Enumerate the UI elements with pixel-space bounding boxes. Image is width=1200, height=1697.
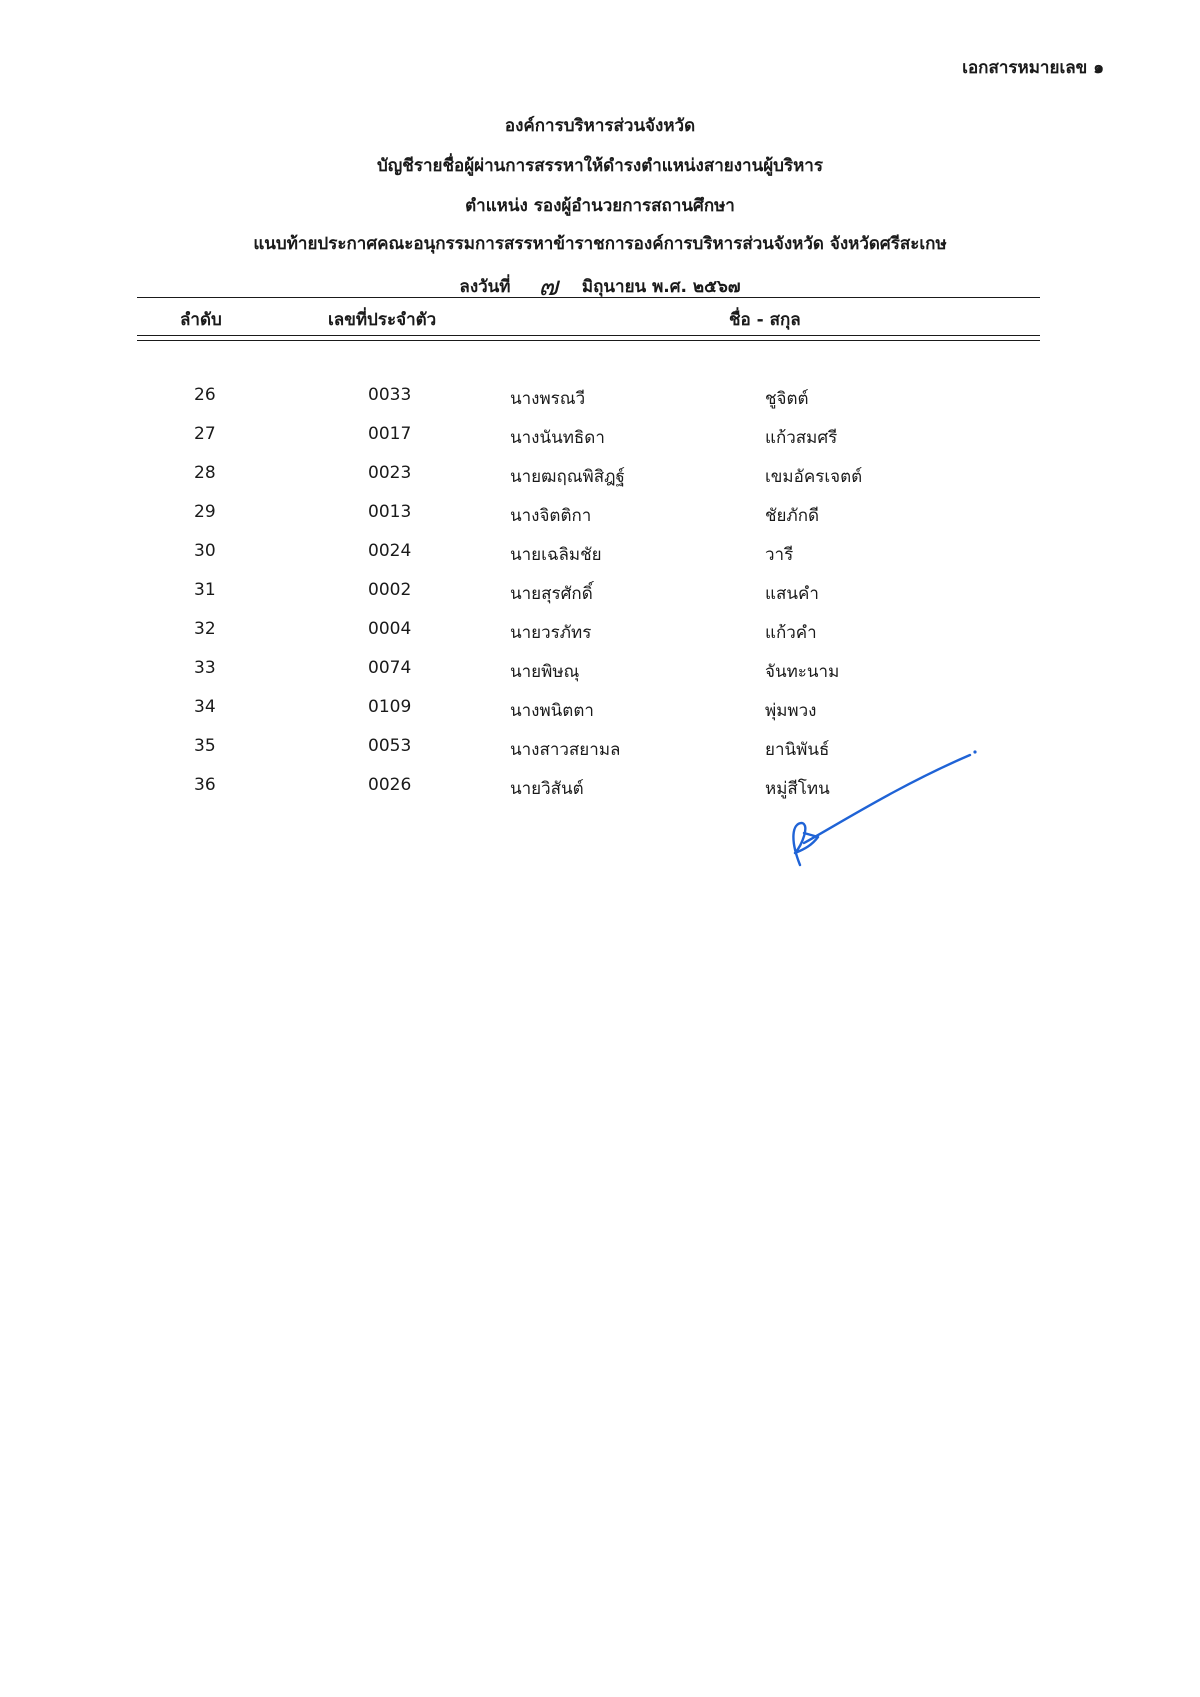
table-row <box>0 658 1200 697</box>
table-row <box>0 385 1200 424</box>
row-seq: 34 <box>194 697 216 717</box>
table-row <box>0 619 1200 658</box>
row-id: 0024 <box>368 541 412 561</box>
row-last-name: จันทะนาม <box>765 662 840 682</box>
date-rest: มิถุนายน พ.ศ. ๒๕๖๗ <box>581 277 741 297</box>
header-id: เลขที่ประจำตัว <box>328 310 437 330</box>
row-seq: 27 <box>194 424 216 444</box>
row-last-name: แก้วคำ <box>765 623 817 643</box>
row-first-name: นายฒฤณพิสิฎฐ์ <box>510 467 625 487</box>
row-id: 0023 <box>368 463 412 483</box>
row-seq: 30 <box>194 541 216 561</box>
row-first-name: นายพิษณุ <box>510 662 580 682</box>
org-heading: องค์การบริหารส่วนจังหวัด <box>504 116 696 136</box>
row-first-name: นางพรณวี <box>510 389 586 409</box>
date-prefix: ลงวันที่ <box>459 277 511 297</box>
date-day: ๗ <box>538 272 558 302</box>
table-top-rule <box>137 297 1040 298</box>
header-seq: ลำดับ <box>180 310 222 330</box>
row-id: 0002 <box>368 580 412 600</box>
date-line <box>0 266 1200 307</box>
row-last-name: แสนคำ <box>765 584 819 604</box>
row-first-name: นายสุรศักดิ์ <box>510 584 593 604</box>
row-last-name: เขมอัครเจตต์ <box>765 467 863 487</box>
document-number: เอกสารหมายเลข ๑ <box>962 58 1104 78</box>
row-last-name: วารี <box>765 545 794 565</box>
row-first-name: นายเฉลิมชัย <box>510 545 602 565</box>
header-name: ชื่อ - สกุล <box>729 310 801 330</box>
row-id: 0017 <box>368 424 412 444</box>
signature-stroke <box>793 755 970 865</box>
row-seq: 29 <box>194 502 216 522</box>
position-heading: ตำแหน่ง รองผู้อำนวยการสถานศึกษา <box>465 196 735 216</box>
row-first-name: นางจิตติกา <box>510 506 592 526</box>
row-last-name: ชัยภักดี <box>765 506 820 526</box>
row-first-name: นายวิสันต์ <box>510 779 584 799</box>
row-id: 0004 <box>368 619 412 639</box>
row-seq: 28 <box>194 463 216 483</box>
row-seq: 36 <box>194 775 216 795</box>
row-seq: 32 <box>194 619 216 639</box>
row-last-name: ชูจิตต์ <box>765 389 809 409</box>
row-id: 0013 <box>368 502 412 522</box>
list-title: บัญชีรายชื่อผู้ผ่านการสรรหาให้ดำรงตำแหน่งสายงานผู้บริหาร <box>377 156 823 176</box>
row-id: 0074 <box>368 658 412 678</box>
table-row <box>0 736 1200 775</box>
row-seq: 31 <box>194 580 216 600</box>
row-first-name: นายวรภัทร <box>510 623 592 643</box>
row-last-name: พุ่มพวง <box>765 701 817 721</box>
table-row <box>0 463 1200 502</box>
signature-mark <box>780 745 980 875</box>
table-header-rule <box>137 335 1040 336</box>
table-row <box>0 580 1200 619</box>
row-id: 0053 <box>368 736 412 756</box>
signature-dot <box>973 750 976 753</box>
row-id: 0033 <box>368 385 412 405</box>
annex-heading: แนบท้ายประกาศคณะอนุกรรมการสรรหาข้าราชการองค์การบริหารส่วนจังหวัด จังหวัดศรีสะเกษ <box>253 234 947 254</box>
row-seq: 33 <box>194 658 216 678</box>
row-id: 0109 <box>368 697 412 717</box>
row-first-name: นางพนิตตา <box>510 701 594 721</box>
table-body <box>0 385 1200 814</box>
table-row <box>0 424 1200 463</box>
row-seq: 26 <box>194 385 216 405</box>
table-header-rule-double <box>137 340 1040 341</box>
table-row <box>0 775 1200 814</box>
row-first-name: นางนันทธิดา <box>510 428 605 448</box>
row-last-name: แก้วสมศรี <box>765 428 838 448</box>
row-last-name: ยานิพันธ์ <box>765 740 830 760</box>
row-seq: 35 <box>194 736 216 756</box>
table-row <box>0 541 1200 580</box>
table-row <box>0 697 1200 736</box>
table-row <box>0 502 1200 541</box>
row-last-name: หมู่สีโทน <box>765 779 830 799</box>
row-id: 0026 <box>368 775 412 795</box>
row-first-name: นางสาวสยามล <box>510 740 621 760</box>
